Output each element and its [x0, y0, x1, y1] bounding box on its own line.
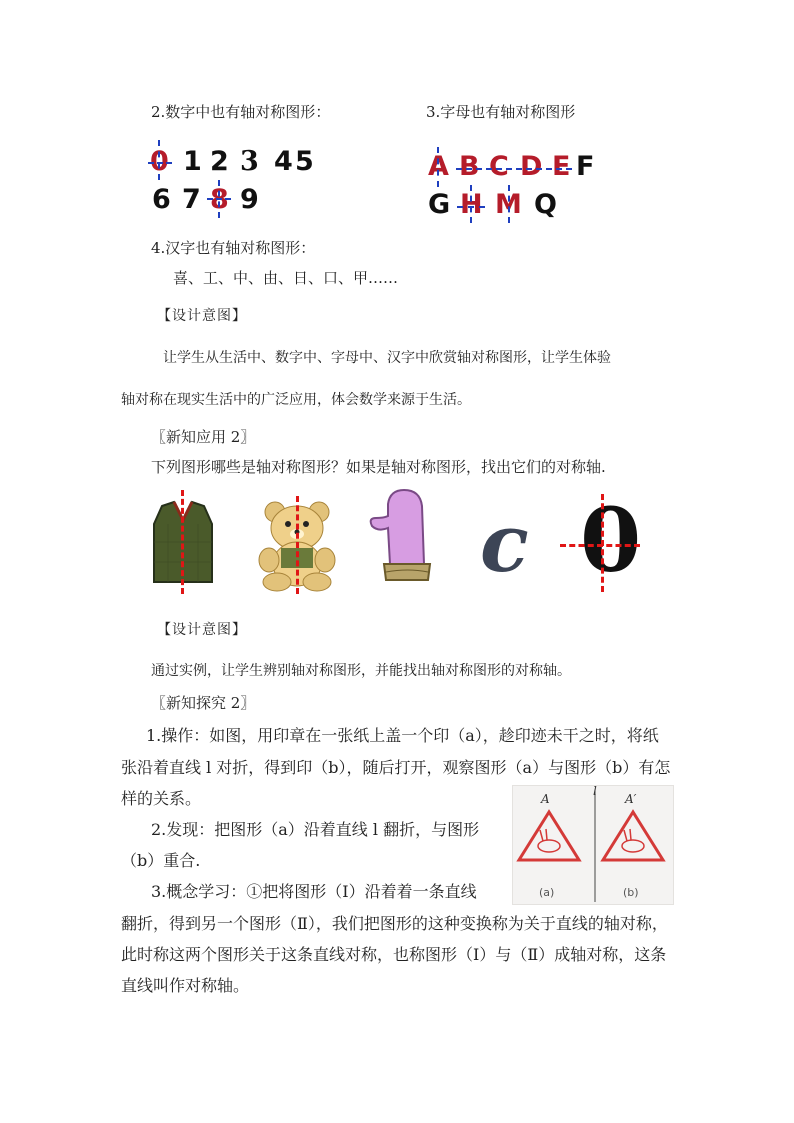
design-intent-2-line-1: 通过实例，让学生辨别轴对称图形，并能找出轴对称图形的对称轴。	[151, 663, 571, 679]
letter-H-vertical-axis	[470, 185, 472, 223]
digit-4: 4	[274, 146, 293, 177]
digit-0-vertical-axis	[158, 140, 160, 180]
stamp-figure	[512, 785, 674, 905]
mitten-figure	[368, 488, 432, 588]
letters-BCDE-axis	[456, 168, 572, 170]
teddy-bear-axis	[296, 496, 299, 594]
digit-8-horizontal-axis	[207, 198, 231, 200]
zero-figure	[560, 488, 642, 594]
letter-F: F	[576, 151, 595, 182]
zero-glyph: 0	[580, 488, 642, 592]
stamp-caption-b: (b)	[623, 886, 639, 899]
zero-horizontal-axis	[560, 544, 640, 547]
vest-axis	[181, 490, 184, 594]
letter-M-axis	[508, 185, 510, 223]
mitten-icon	[368, 488, 432, 588]
numbers-heading: 2.数字中也有轴对称图形：	[151, 103, 331, 121]
digit-7: 7	[182, 184, 201, 215]
explore2-p1-line3: 样的关系。	[121, 789, 202, 808]
design-intent-line-2: 轴对称在现实生活中的广泛应用，体会数学来源于生活。	[121, 392, 471, 408]
explore2-p1-line1: 1.操作：如图，用印章在一张纸上盖一个印（a），趁印迹未干之时，将纸	[146, 726, 659, 745]
explore2-p3-line4: 直线叫作对称轴。	[121, 976, 250, 995]
explore2-p3-line1: 3.概念学习：①把将图形（Ⅰ）沿着着一条直线	[151, 882, 477, 901]
letter-G: G	[428, 189, 451, 220]
explore2-p2-line2: （b）重合.	[121, 851, 201, 870]
chinese-examples: 喜、工、中、由、日、口、甲……	[173, 269, 399, 287]
chinese-heading: 4.汉字也有轴对称图形：	[151, 239, 316, 257]
letter-c-figure: c	[480, 496, 529, 590]
design-intent-line-1: 让学生从生活中、数字中、字母中、汉字中欣赏轴对称图形，让学生体验	[163, 350, 611, 366]
explore2-p2-line1: 2.发现：把图形（a）沿着直线 l 翻折，与图形	[151, 820, 480, 839]
digit-1: 1	[183, 146, 202, 177]
explore2-p1-line2: 张沿着直线 l 对折，得到印（b），随后打开，观察图形（a）与图形（b）有怎	[121, 758, 671, 777]
letter-M: M	[495, 189, 522, 220]
digit-6: 6	[152, 184, 171, 215]
letter-H-horizontal-axis	[457, 206, 485, 208]
letter-A: A	[428, 151, 449, 182]
digit-0: 0	[150, 146, 169, 177]
design-intent-title-2: 【设计意图】	[157, 622, 247, 638]
letter-D: D	[520, 151, 543, 182]
stamp-label-line: l	[593, 784, 597, 798]
letter-A-axis	[437, 147, 439, 187]
letter-B: B	[459, 151, 480, 182]
letter-Q: Q	[534, 189, 557, 220]
digit-9: 9	[240, 184, 259, 215]
apply2-question: 下列图形哪些是轴对称图形？如果是轴对称图形，找出它们的对称轴.	[151, 458, 606, 476]
design-intent-title-1: 【设计意图】	[157, 308, 247, 324]
digit-5: 5	[295, 146, 314, 177]
letter-C: C	[489, 151, 509, 182]
explore2-p3-line2: 翻折，得到另一个图形（Ⅱ），我们把图形的这种变换称为关于直线的轴对称，	[121, 914, 668, 933]
digit-0-horizontal-axis	[148, 162, 172, 164]
digit-3: 3	[240, 146, 259, 177]
zero-vertical-axis	[601, 494, 604, 592]
letter-E: E	[552, 151, 571, 182]
stamp-triangles-icon	[513, 786, 673, 904]
vest-figure	[148, 492, 218, 592]
digit-8: 8	[210, 184, 229, 215]
teddy-bear-figure	[255, 496, 339, 592]
stamp-caption-a: (a)	[539, 886, 555, 899]
explore2-p3-line3: 此时称这两个图形关于这条直线对称，也称图形（Ⅰ）与（Ⅱ）成轴对称，这条	[121, 945, 667, 964]
digit-2: 2	[210, 146, 229, 177]
letters-heading: 3.字母也有轴对称图形	[426, 103, 576, 121]
apply2-title: 〖新知应用 2〗	[151, 428, 256, 446]
stamp-label-a: A	[541, 792, 550, 806]
stamp-label-a-prime: A′	[625, 792, 637, 806]
explore2-title: 〖新知探究 2〗	[151, 694, 256, 712]
letter-H: H	[460, 189, 483, 220]
